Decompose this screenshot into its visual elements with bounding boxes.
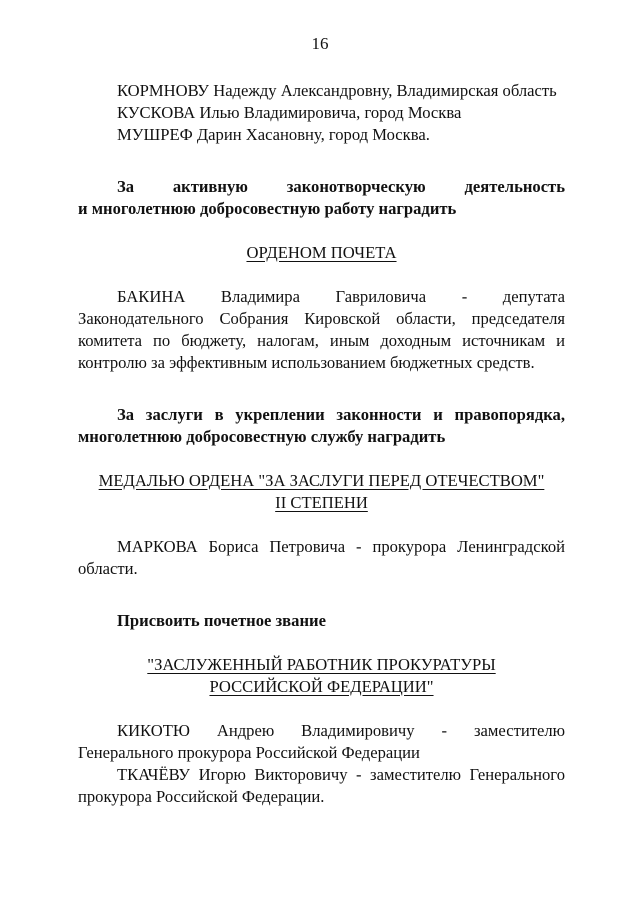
section-heading-line: За заслуги в укреплении законности и правопорядка, [117, 405, 565, 424]
recipient-paragraph: ТКАЧЁВУ Игорю Викторовичу - заместителю Генерального прокурора Российской Федерации. [78, 765, 565, 806]
honorary-title-line: "ЗАСЛУЖЕННЫЙ РАБОТНИК ПРОКУРАТУРЫ [147, 655, 496, 674]
award-name-line: МЕДАЛЬЮ ОРДЕНА "ЗА ЗАСЛУГИ ПЕРЕД ОТЕЧЕСТВОМ" [98, 471, 545, 490]
recipient-paragraph: КИКОТЮ Андрею Владимировичу - заместителю Генерального прокурора Российской Федерации [78, 721, 565, 762]
honorary-title-line: РОССИЙСКОЙ ФЕДЕРАЦИИ" [209, 677, 434, 696]
section-heading-line: многолетнюю добросовестную службу наградить [78, 427, 446, 446]
section-heading-law [78, 404, 565, 448]
award-title-order [78, 242, 565, 264]
page-number: 16 [311, 34, 329, 53]
honorary-title [78, 654, 565, 698]
section-heading-line: За активную законотворческую деятельность [117, 177, 565, 196]
document-body [78, 80, 565, 808]
intro-recipient-list [78, 80, 565, 146]
section-heading-line: и многолетнюю добросовестную работу наградить [78, 199, 457, 218]
section-heading-activity [78, 176, 565, 220]
section-heading-title: Присвоить почетное звание [117, 611, 326, 630]
recipient-paragraph: МАРКОВА Бориса Петровича - прокурора Ленинградской области. [78, 537, 565, 578]
award-degree-line: II СТЕПЕНИ [275, 493, 368, 512]
recipient-paragraph: БАКИНА Владимира Гавриловича - депутата Законодательного Собрания Кировской области, председателя комитета по бюджету, налогам, иным доходным источникам и контролю за эффективным использованием бюджетных средств. [78, 287, 565, 372]
award-name: ОРДЕНОМ ПОЧЕТА [246, 243, 397, 262]
list-item: МУШРЕФ Дарин Хасановну, город Москва. [117, 125, 430, 144]
list-item: КОРМНОВУ Надежду Александровну, Владимирская область [117, 81, 557, 100]
award-title-medal [78, 470, 565, 514]
list-item: КУСКОВА Илью Владимировича, город Москва [117, 103, 462, 122]
